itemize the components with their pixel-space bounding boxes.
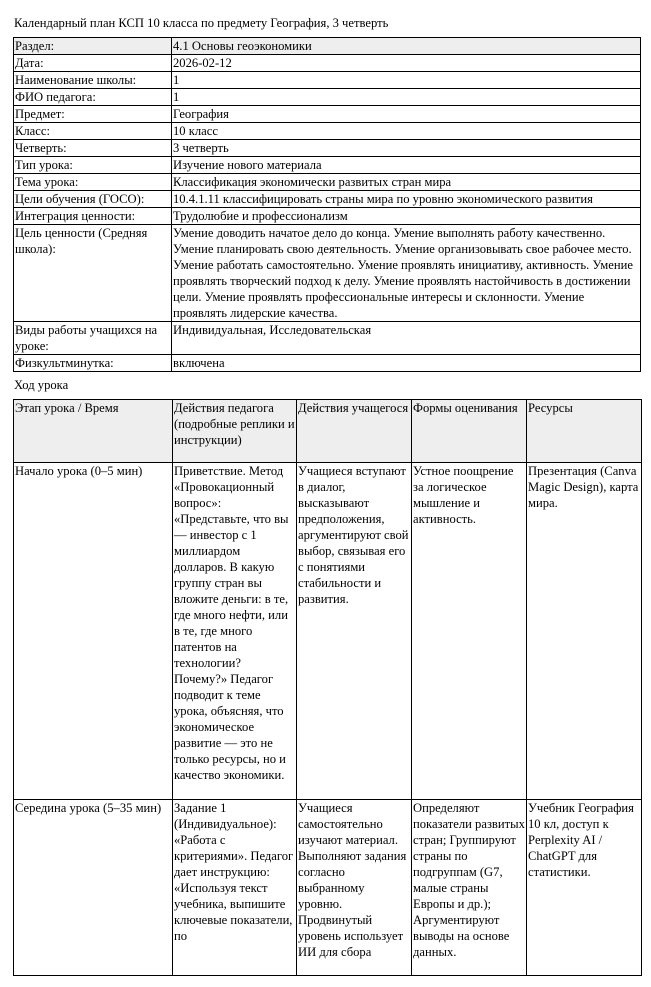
info-value: Трудолюбие и профессионализм — [172, 208, 641, 225]
info-value: Изучение нового материала — [172, 157, 641, 174]
info-row — [14, 106, 641, 123]
plan-row-middle — [14, 800, 642, 976]
info-row — [14, 89, 641, 106]
resources-cell — [527, 800, 642, 976]
header-student-actions: Действия учащегося — [297, 400, 412, 463]
info-row — [14, 157, 641, 174]
header-stage: Этап урока / Время — [14, 400, 173, 463]
info-label: Предмет: — [14, 106, 172, 123]
assessment-cell: Устное поощрение за логическое мышление и активность. — [412, 463, 527, 800]
info-value: Классификация экономически развитых стран мира — [172, 174, 641, 191]
teacher-actions-cell — [173, 800, 297, 976]
info-label: Четверть: — [14, 140, 172, 157]
header-resources: Ресурсы — [527, 400, 642, 463]
info-row — [14, 38, 641, 55]
resources-cell: Презентация (Canva Magic Design), карта мира. — [527, 463, 642, 800]
info-label: Цель ценности (Средняя школа): — [14, 225, 172, 322]
info-row — [14, 208, 641, 225]
info-row — [14, 72, 641, 89]
info-label: Класс: — [14, 123, 172, 140]
info-label: Цели обучения (ГОСО): — [14, 191, 172, 208]
stage-cell — [14, 800, 173, 976]
info-row — [14, 191, 641, 208]
info-row — [14, 225, 641, 322]
plan-header-row — [14, 400, 642, 463]
lesson-info-table — [13, 37, 641, 372]
info-value: Умение доводить начатое дело до конца. Умение выполнять работу качественно. Умение планировать свою деятельность. Умение организовывать свое рабочее место. Умение работать самостоятельно. Умение проявлять инициативу, активность. Умение проявлять творческий подход к делу. Умение проявлять настойчивость в достижении цели. Умение проявлять профессиональные интересы и склонности. Умение проявлять лидерские качества. — [172, 225, 641, 322]
info-value: Индивидуальная, Исследовательская — [172, 322, 641, 355]
info-value: 3 четверть — [172, 140, 641, 157]
info-label: Тип урока: — [14, 157, 172, 174]
info-label: Интеграция ценности: — [14, 208, 172, 225]
resources-text: Учебник География 10 кл, доступ к Perplexity AI / ChatGPT для статистики. — [528, 801, 634, 879]
assessment-cell — [412, 800, 527, 976]
info-value: 4.1 Основы геоэкономики — [172, 38, 641, 55]
info-label: Физкультминутка: — [14, 355, 172, 372]
info-row — [14, 123, 641, 140]
info-label: Раздел: — [14, 38, 172, 55]
header-teacher-actions: Действия педагога (подробные реплики и инструкции) — [173, 400, 297, 463]
info-row — [14, 55, 641, 72]
info-label: ФИО педагога: — [14, 89, 172, 106]
stage-cell: Начало урока (0–5 мин) — [14, 463, 173, 800]
info-value: включена — [172, 355, 641, 372]
info-value: 2026-02-12 — [172, 55, 641, 72]
info-label: Тема урока: — [14, 174, 172, 191]
section-label: Ход урока — [14, 378, 69, 392]
info-value: 10 класс — [172, 123, 641, 140]
info-label: Дата: — [14, 55, 172, 72]
lesson-plan-table — [13, 399, 642, 976]
info-label: Наименование школы: — [14, 72, 172, 89]
info-row — [14, 174, 641, 191]
plan-row-start — [14, 463, 642, 800]
student-actions-cell: Учащиеся вступают в диалог, высказывают предположения, аргументируют свой выбор, связывая его с понятиями стабильности и развития. — [297, 463, 412, 800]
info-row — [14, 322, 641, 355]
info-value: География — [172, 106, 641, 123]
info-value: 10.4.1.11 классифицировать страны мира по уровню экономического развития — [172, 191, 641, 208]
document-title: Календарный план КСП 10 класса по предмету География, 3 четверть — [14, 16, 389, 30]
student-actions-cell — [297, 800, 412, 976]
info-row — [14, 140, 641, 157]
assessment-text: Определяют показатели развитых стран; Группируют страны по подгруппам (G7, малые страны Европы и др.); Аргументируют выводы на основе данных. — [413, 801, 525, 959]
info-value: 1 — [172, 89, 641, 106]
teacher-actions-text: Задание 1 (Индивидуальное): «Работа с критериями». Педагог дает инструкцию: «Используя текст учебника, выпишите ключевые показатели, по — [174, 801, 294, 943]
student-actions-text: Учащиеся самостоятельно изучают материал. Выполняют задания согласно выбранному уровню. Продвинутый уровень использует ИИ для сбора — [298, 801, 407, 959]
info-row — [14, 355, 641, 372]
stage-text: Середина урока (5–35 мин) — [15, 801, 162, 815]
header-assessment: Формы оценивания — [412, 400, 527, 463]
info-value: 1 — [172, 72, 641, 89]
teacher-actions-cell: Приветствие. Метод «Провокационный вопрос»: «Представьте, что вы — инвестор с 1 миллиардом долларов. В какую группу стран вы вложите деньги: в те, где много нефти, или в те, где много патентов на технологии? Почему?» Педагог подводит к теме урока, объясняя, что экономическое развитие — это не только ресурсы, но и качество экономики. — [173, 463, 297, 800]
info-label: Виды работы учащихся на уроке: — [14, 322, 172, 355]
